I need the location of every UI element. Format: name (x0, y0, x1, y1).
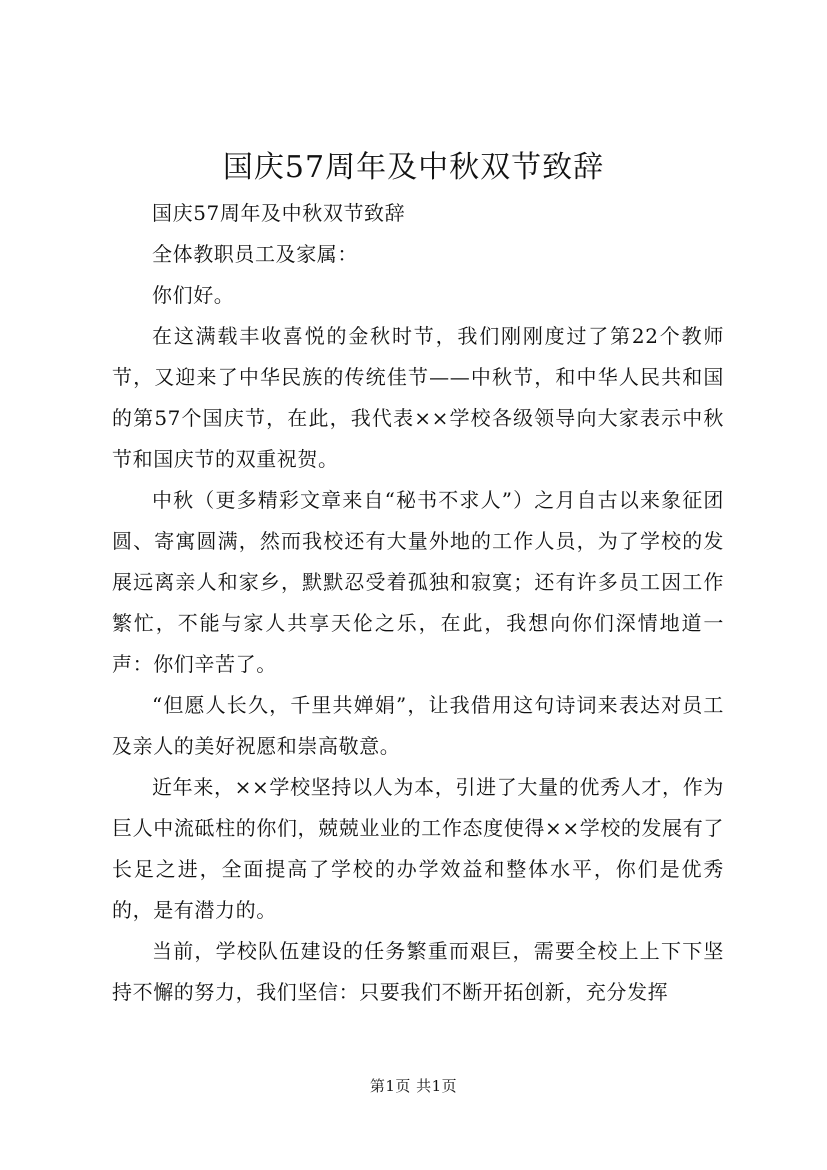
paragraph-greeting: 你们好。 (152, 283, 235, 307)
document-title: 国庆57周年及中秋双节致辞 (222, 150, 605, 185)
paragraph: 在这满载丰收喜悦的金秋时节，我们刚刚度过了第22个教师节，又迎来了中华民族的传统佳节——中秋节，和中华人民共和国的第57个国庆节，在此，我代表××学校各级领导向大家表示中秋节和国庆节的双重祝贺。 (112, 324, 724, 471)
document-body (112, 193, 724, 1013)
paragraph: 当前，学校队伍建设的任务繁重而艰巨，需要全校上上下下坚持不懈的努力，我们坚信：只要我们不断开拓创新，充分发挥 (112, 939, 724, 1004)
paragraph-salutation: 全体教职员工及家属： (152, 242, 358, 266)
page-footer: 第1页 共1页 (369, 1077, 458, 1095)
paragraph: 中秋（更多精彩文章来自“秘书不求人”）之月自古以来象征团圆、寄寓圆满，然而我校还有大量外地的工作人员，为了学校的发展远离亲人和家乡，默默忍受着孤独和寂寞；还有许多员工因工作繁忙，不能与家人共享天伦之乐，在此，我想向你们深情地道一声：你们辛苦了。 (112, 488, 724, 676)
paragraph-heading: 国庆57周年及中秋双节致辞 (152, 201, 406, 225)
paragraph: “但愿人长久，千里共婵娟”，让我借用这句诗词来表达对员工及亲人的美好祝愿和崇高敬意。 (112, 693, 724, 758)
paragraph: 近年来，××学校坚持以人为本，引进了大量的优秀人才，作为巨人中流砥柱的你们，兢兢业业的工作态度使得××学校的发展有了长足之进，全面提高了学校的办学效益和整体水平，你们是优秀的，是有潜力的。 (112, 775, 724, 922)
